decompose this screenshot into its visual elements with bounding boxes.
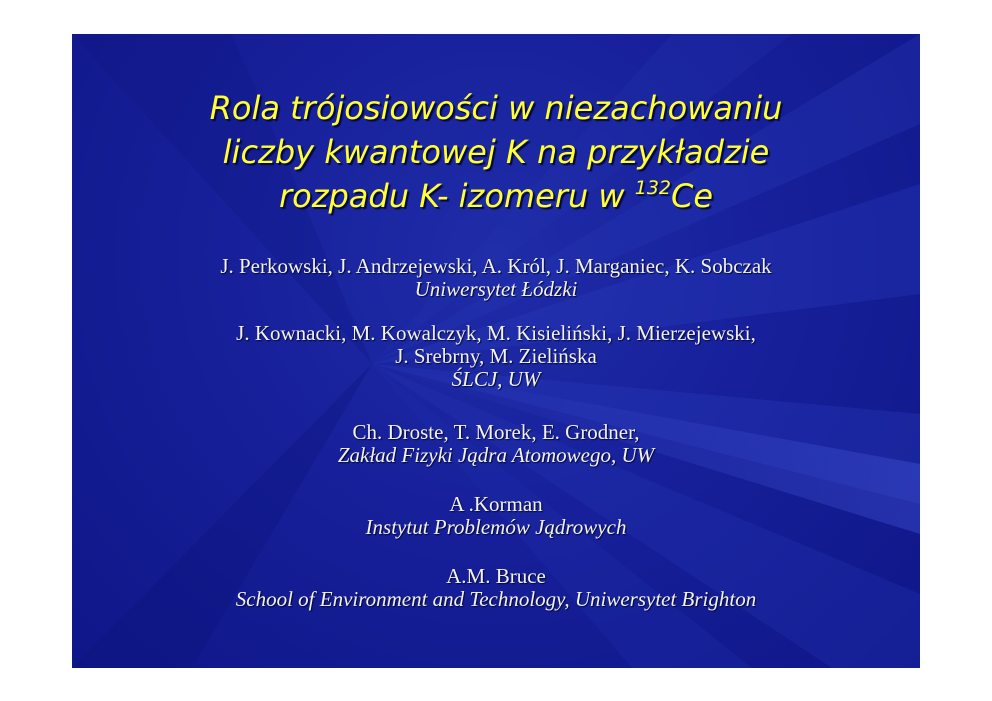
author-names: J. Srebrny, M. Zielińska (395, 344, 597, 368)
element-symbol: Ce (671, 177, 714, 215)
author-group-lodz (72, 255, 920, 301)
title-line-3 (72, 174, 920, 218)
affiliation: ŚLCJ, UW (451, 367, 541, 391)
author-names: J. Perkowski, J. Andrzejewski, A. Król, J. Marganiec, K. Sobczak (220, 254, 772, 278)
author-group-brighton (72, 565, 920, 611)
affiliation: Uniwersytet Łódzki (414, 277, 578, 301)
title-line-1: Rola trójosiowości w niezachowaniu (209, 89, 783, 127)
title-line-2: liczby kwantowej K na przykładzie (222, 133, 770, 171)
affiliation: Instytut Problemów Jądrowych (365, 515, 627, 539)
mass-number: 132 (634, 177, 671, 199)
presentation-slide (72, 34, 920, 668)
author-names: Ch. Droste, T. Morek, E. Grodner, (352, 420, 640, 444)
author-names: J. Kownacki, M. Kowalczyk, M. Kisieliński, J. Mierzejewski, (236, 321, 756, 345)
author-names: A .Korman (449, 492, 543, 516)
slide-title (72, 86, 920, 218)
title-line-3-text: rozpadu K- izomeru w (278, 177, 635, 215)
author-group-zfja (72, 421, 920, 467)
author-names: A.M. Bruce (446, 564, 546, 588)
author-group-slcj (72, 322, 920, 391)
affiliation: School of Environment and Technology, Uniwersytet Brighton (235, 587, 757, 611)
author-group-ipj (72, 493, 920, 539)
affiliation: Zakład Fizyki Jądra Atomowego, UW (337, 443, 655, 467)
